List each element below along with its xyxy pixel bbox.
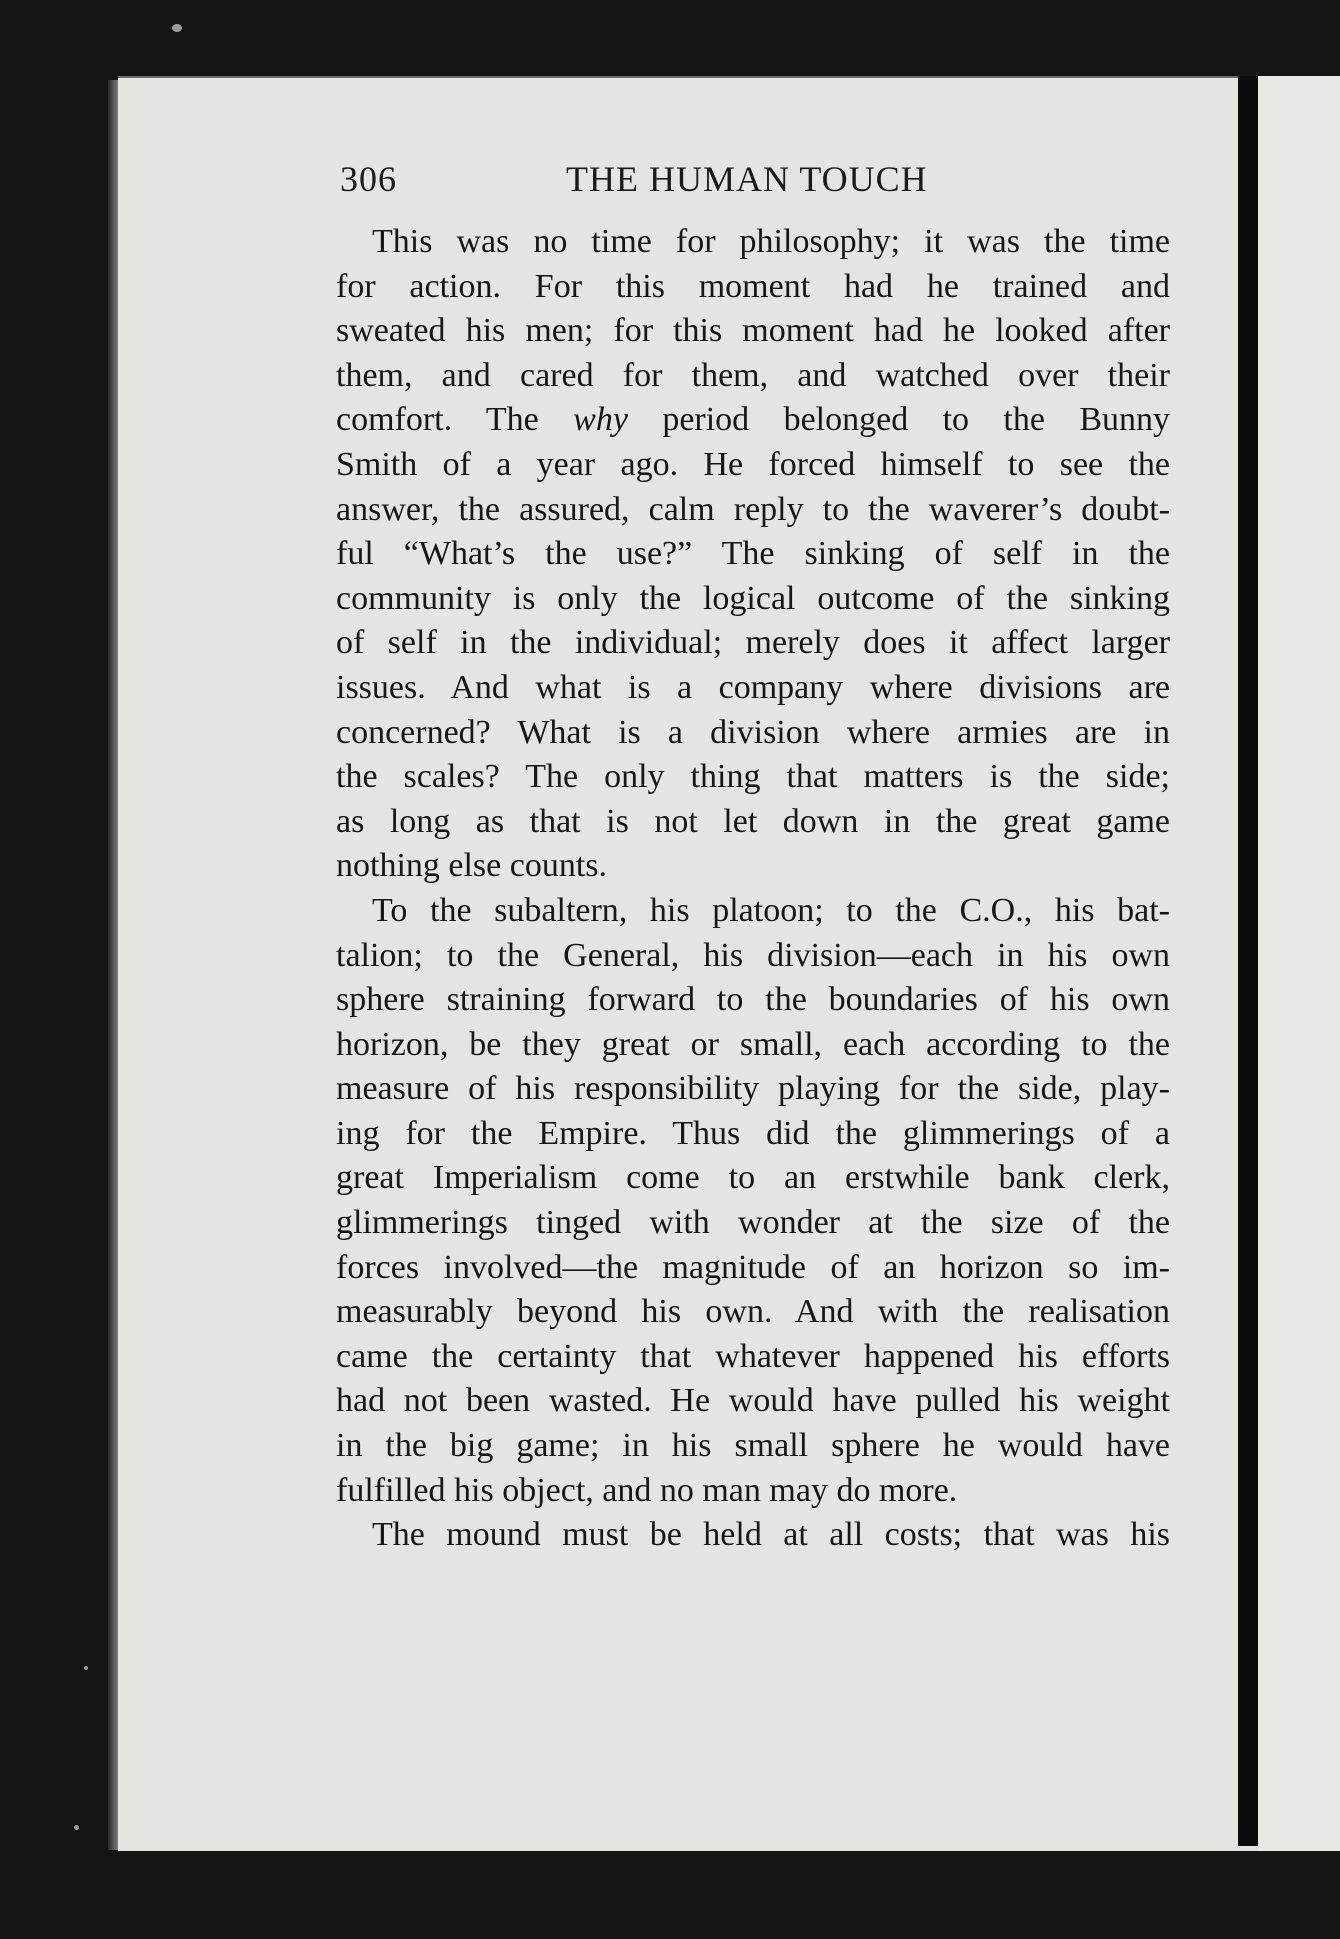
page-number: 306 (340, 159, 397, 199)
text-line: measurably beyond his own. And with the realisation (336, 1293, 1170, 1331)
text-line: The mound must be held at all costs; that was his (372, 1516, 1170, 1554)
text-line: sweated his men; for this moment had he looked after (336, 312, 1170, 350)
text-line: talion; to the General, his division—each in his own (336, 936, 1170, 974)
text-line: Smith of a year ago. He forced himself to see the (336, 445, 1170, 483)
text-line: answer, the assured, calm reply to the waverer’s doubt- (336, 490, 1170, 528)
text-line: as long as that is not let down in the great game (336, 802, 1170, 840)
text-line: had not been wasted. He would have pulled his weight (336, 1382, 1170, 1420)
text-line: To the subaltern, his platoon; to the C.O., his bat- (372, 891, 1170, 929)
body-text (336, 220, 1170, 1558)
text-line: ing for the Empire. Thus did the glimmerings of a (336, 1114, 1170, 1152)
text-line: came the certainty that whatever happened his efforts (336, 1337, 1170, 1375)
text-line: concerned? What is a division where armies are in (336, 713, 1170, 751)
text-line: great Imperialism come to an erstwhile bank clerk, (336, 1159, 1170, 1197)
text-line: fulfilled his object, and no man may do more. (336, 1471, 958, 1509)
text-line: comfort. The why period belonged to the Bunny (336, 401, 1171, 439)
running-title: THE HUMAN TOUCH (566, 159, 928, 199)
text-line: measure of his responsibility playing for the side, play- (336, 1070, 1170, 1108)
text-line: of self in the individual; merely does it affect larger (336, 624, 1170, 662)
scan-speck (84, 1666, 88, 1670)
text-line: them, and cared for them, and watched over their (336, 356, 1170, 394)
facing-page-shadow (1238, 76, 1258, 1846)
text-line: community is only the logical outcome of the sinking (336, 579, 1170, 617)
scan-speck (74, 1825, 79, 1830)
text-line: for action. For this moment had he trained and (336, 267, 1170, 305)
facing-page-edge (1258, 76, 1340, 1851)
text-line: horizon, be they great or small, each according to the (336, 1025, 1170, 1063)
text-line: nothing else counts. (336, 847, 608, 885)
text-line: sphere straining forward to the boundaries of his own (336, 981, 1170, 1019)
text-line: the scales? The only thing that matters is the side; (336, 758, 1170, 796)
text-line: issues. And what is a company where divisions are (336, 668, 1170, 706)
text-line: glimmerings tinged with wonder at the size of the (336, 1204, 1170, 1242)
text-line: forces involved—the magnitude of an horizon so im- (336, 1248, 1170, 1286)
page-header (340, 150, 960, 210)
scan-speck (172, 24, 182, 32)
text-line: in the big game; in his small sphere he would have (336, 1427, 1170, 1465)
text-line: This was no time for philosophy; it was the time (372, 223, 1170, 260)
emphasis-why: why (573, 401, 628, 439)
text-line: ful “What’s the use?” The sinking of self in the (336, 535, 1170, 573)
